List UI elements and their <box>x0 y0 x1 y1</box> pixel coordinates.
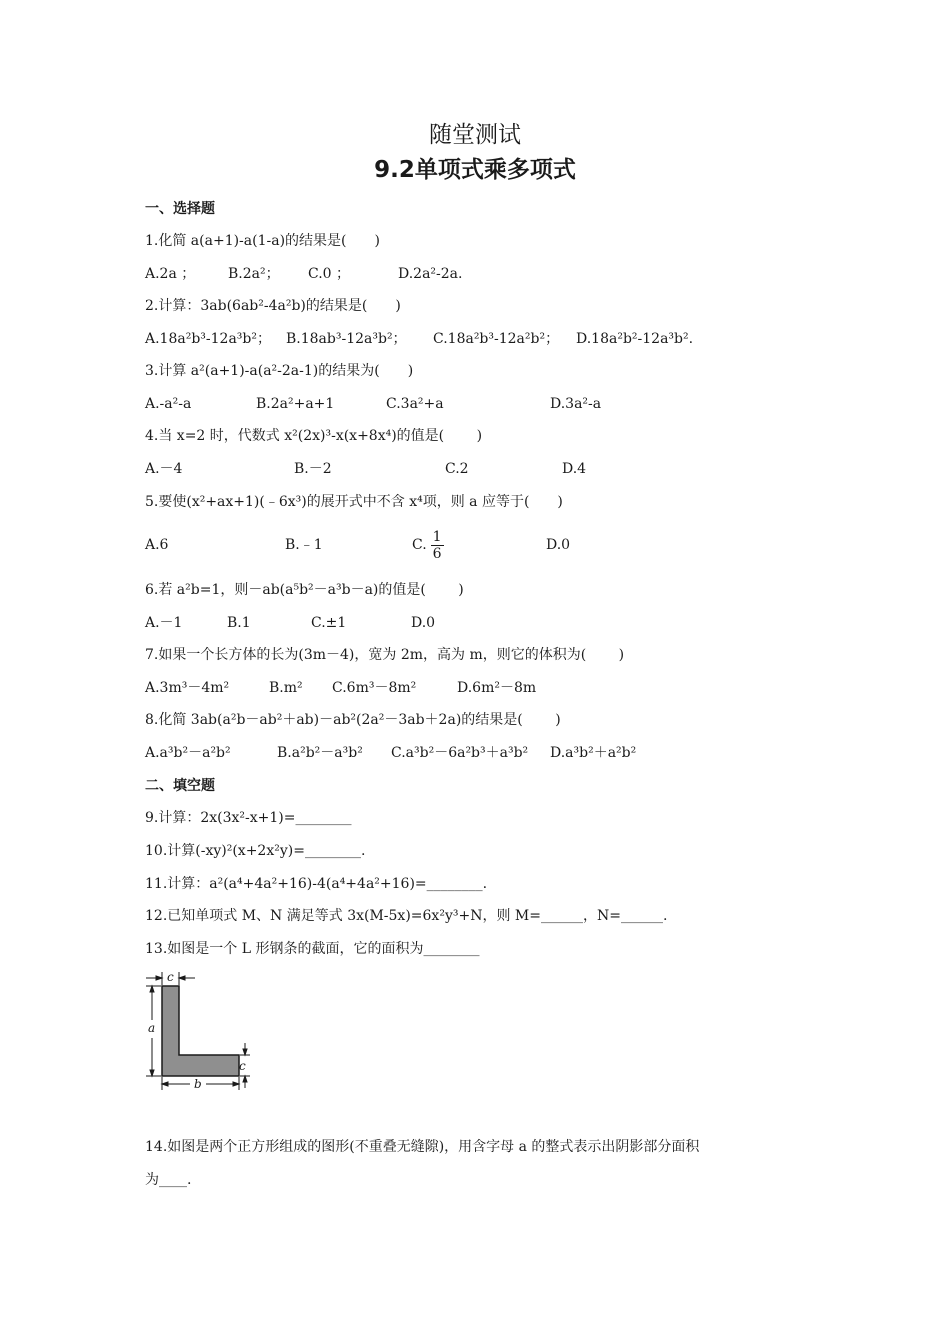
question-6: 6.若 a²b=1，则－ab(a⁵b²－a³b－a)的值是( ) <box>145 582 464 598</box>
dimension-label-a: a <box>148 1021 156 1035</box>
question-14-line-1: 14.如图是两个正方形组成的图形(不重叠无缝隙)，用含字母 a 的整式表示出阴影部分面积 <box>145 1139 700 1155</box>
question-3: 3.计算 a²(a+1)-a(a²-2a-1)的结果为( ) <box>145 363 414 379</box>
q5-option-c <box>412 525 444 565</box>
question-1: 1.化简 a(a+1)-a(1-a)的结果是( ) <box>145 233 380 249</box>
q4-option-a: A.－4 <box>145 461 183 477</box>
q2-option-d: D.18a²b²-12a³b². <box>576 331 694 347</box>
q6-option-c: C.±1 <box>311 615 347 631</box>
q8-option-b: B.a²b²－a³b² <box>277 745 363 761</box>
q1-option-a: A.2a ； <box>145 266 196 282</box>
q2-option-a: A.18a²b³-12a³b²； <box>145 331 271 347</box>
fraction-one-sixth <box>431 529 444 562</box>
q2-option-b: B.18ab³-12a³b²； <box>286 331 407 347</box>
question-2: 2.计算：3ab(6ab²-4a²b)的结果是( ) <box>145 298 401 314</box>
lesson-title: 9.2单项式乘多项式 <box>374 157 576 183</box>
q4-option-d: D.4 <box>562 461 587 477</box>
question-9: 9.计算：2x(3x²-x+1)=________ <box>145 810 352 826</box>
q8-option-a: A.a³b²－a²b² <box>145 745 231 761</box>
question-14-line-2: 为____. <box>145 1172 192 1188</box>
l-shape-cross-section <box>162 986 239 1076</box>
q8-option-c: C.a³b²－6a²b³＋a³b² <box>391 745 529 761</box>
q4-option-b: B.－2 <box>294 461 332 477</box>
q6-option-d: D.0 <box>411 615 436 631</box>
q6-option-b: B.1 <box>227 615 251 631</box>
q6-option-a: A.－1 <box>145 615 183 631</box>
page-title: 随堂测试 <box>429 122 521 148</box>
dimension-label-b: b <box>194 1077 202 1091</box>
q7-option-d: D.6m²－8m <box>457 680 537 696</box>
question-7: 7.如果一个长方体的长为(3m－4)，宽为 2m，高为 m，则它的体积为( ) <box>145 647 625 663</box>
question-11: 11.计算：a²(a⁴+4a²+16)-4(a⁴+4a²+16)=________. <box>145 876 488 892</box>
q3-option-a: A.-a²-a <box>145 396 192 412</box>
fraction-denominator: 6 <box>432 545 442 562</box>
q2-option-c: C.18a²b³-12a²b²； <box>433 331 560 347</box>
question-12: 12.已知单项式 M、N 满足等式 3x(M-5x)=6x²y³+N，则 M=______，N=______. <box>145 908 668 924</box>
q7-option-b: B.m² <box>269 680 303 696</box>
dimension-label-c-right: c <box>239 1059 246 1073</box>
question-4: 4.当 x=2 时，代数式 x²(2x)³-x(x+8x⁴)的值是( ) <box>145 428 483 444</box>
question-5: 5.要使(x²+ax+1)(﹣6x³)的展开式中不含 x⁴项，则 a 应等于( ) <box>145 494 563 510</box>
q8-option-d: D.a³b²＋a²b² <box>550 745 637 761</box>
q1-option-d: D.2a²-2a. <box>398 266 463 282</box>
q5-option-d: D.0 <box>546 537 571 553</box>
q4-option-c: C.2 <box>445 461 469 477</box>
q5-option-b: B.﹣1 <box>285 537 323 553</box>
question-8: 8.化简 3ab(a²b－ab²＋ab)－ab²(2a²－3ab＋2a)的结果是( ) <box>145 712 561 728</box>
q3-option-b: B.2a²+a+1 <box>256 396 335 412</box>
q3-option-c: C.3a²+a <box>386 396 444 412</box>
q1-option-b: B.2a²； <box>228 266 280 282</box>
q5-option-c-label: C. <box>412 537 427 553</box>
q3-option-d: D.3a²-a <box>550 396 602 412</box>
section-heading-choice: 一、选择题 <box>145 201 215 217</box>
section-heading-fill: 二、填空题 <box>145 778 215 794</box>
q7-option-a: A.3m³－4m² <box>145 680 230 696</box>
question-10: 10.计算(-xy)²(x+2x²y)=________. <box>145 843 366 859</box>
q5-option-a: A.6 <box>145 537 169 553</box>
question-13: 13.如图是一个 L 形钢条的截面，它的面积为________ <box>145 941 480 957</box>
dimension-label-c-top: c <box>167 970 174 984</box>
q7-option-c: C.6m³－8m² <box>332 680 417 696</box>
fraction-numerator: 1 <box>432 528 442 545</box>
q1-option-c: C.0 ； <box>308 266 351 282</box>
l-shape-steel-figure <box>140 968 252 1092</box>
